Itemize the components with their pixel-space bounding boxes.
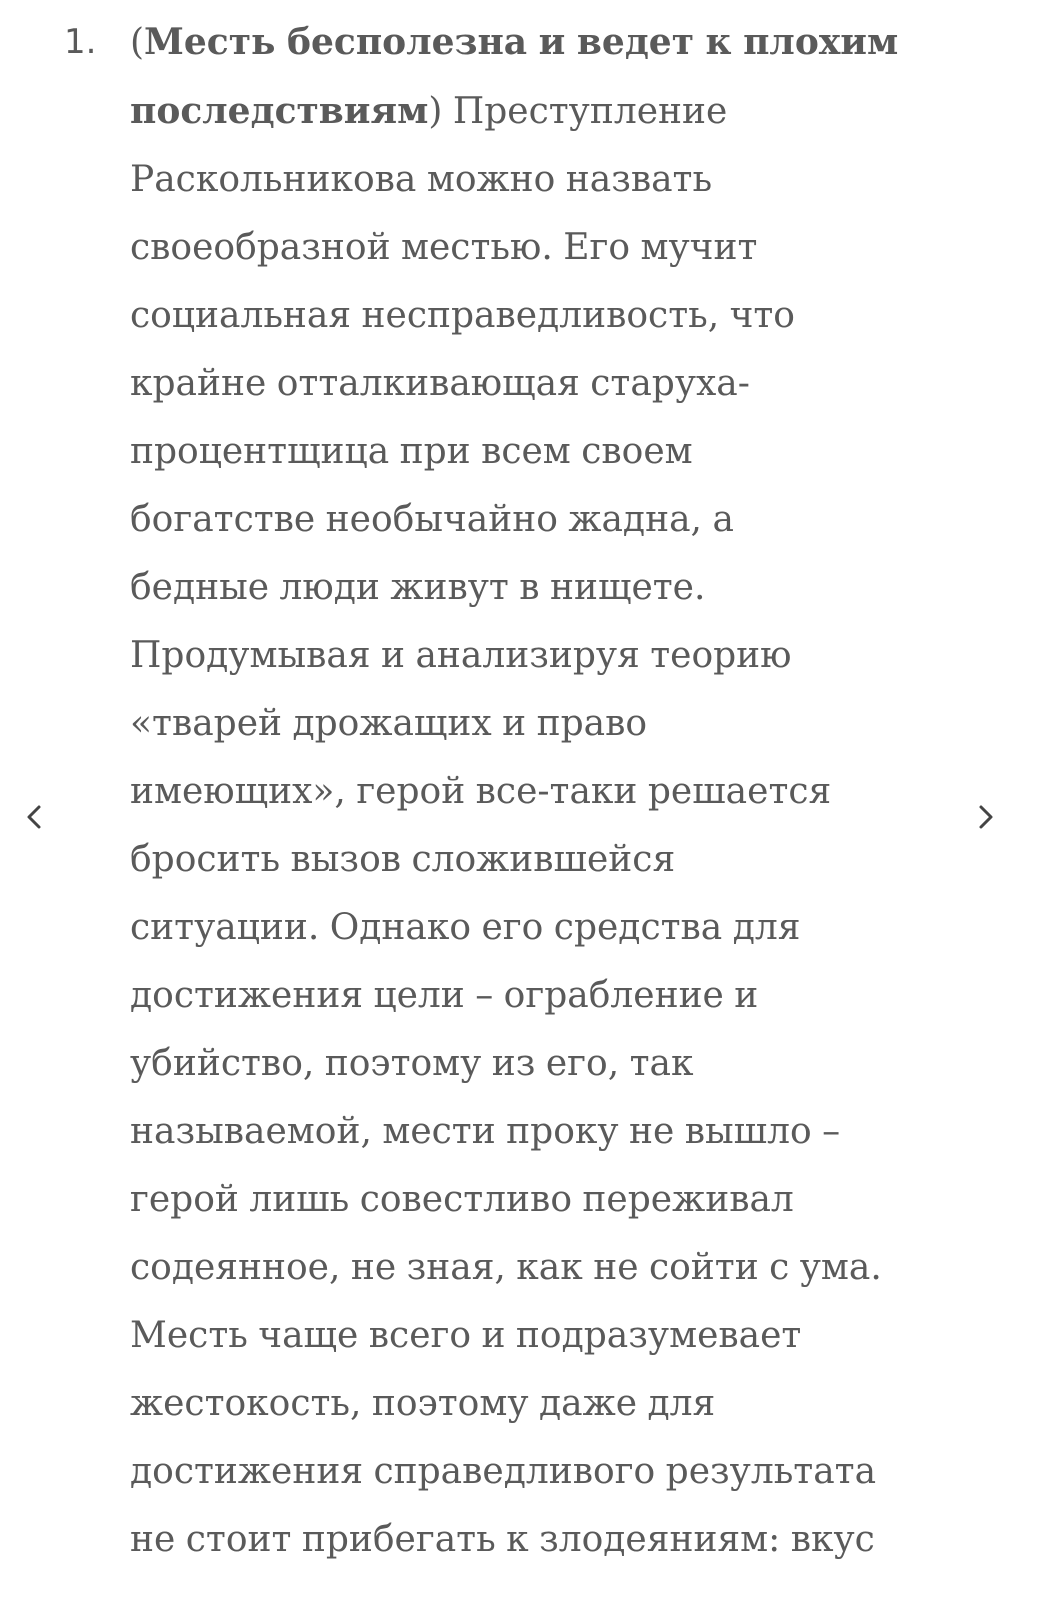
next-page-button[interactable]: [966, 795, 1006, 839]
text-line: «тварей дрожащих и право: [130, 703, 648, 744]
paren-open: (: [130, 22, 145, 63]
text-line: достижения справедливого результата: [130, 1451, 877, 1492]
text-line: убийство, поэтому из его, так: [130, 1043, 694, 1084]
text-line: [130, 8, 1000, 77]
list-item-number: 1.: [64, 22, 97, 62]
text-line: социальная несправедливость, что: [130, 295, 795, 336]
text-line: достижения цели – ограбление и: [130, 975, 759, 1016]
text-line: крайне отталкивающая старуха-: [130, 363, 750, 404]
text-line: бедные люди живут в нищете.: [130, 567, 706, 608]
text-line: Месть чаще всего и подразумевает: [130, 1315, 802, 1356]
text-line: Продумывая и анализируя теорию: [130, 635, 792, 676]
text-line: содеянное, не зная, как не сойти с ума.: [130, 1247, 882, 1288]
text-line: имеющих», герой все-таки решается: [130, 771, 832, 812]
text-line: процентщица при всем своем: [130, 431, 693, 472]
list-item-text: [130, 8, 1000, 1574]
text-line: называемой, мести проку не вышло –: [130, 1111, 841, 1152]
list-item: [64, 8, 1000, 1574]
chevron-right-icon: [976, 801, 996, 833]
text-line: герой лишь совестливо переживал: [130, 1179, 794, 1220]
text-line: [130, 77, 1000, 146]
item-heading-continued: последствиям: [130, 90, 429, 132]
chevron-left-icon: [24, 801, 44, 833]
text-line: своеобразной местью. Его мучит: [130, 227, 758, 268]
text-line: жестокость, поэтому даже для: [130, 1383, 716, 1424]
item-heading: Месть бесполезна и ведет к плохим: [144, 21, 899, 63]
numbered-list: [64, 8, 1000, 1574]
text-line: Раскольникова можно назвать: [130, 159, 713, 200]
text-line: не стоит прибегать к злодеяниям: вкус: [130, 1519, 875, 1560]
text-line: бросить вызов сложившейся: [130, 839, 676, 880]
prev-page-button[interactable]: [14, 795, 54, 839]
text-line-content: ) Преступление: [428, 91, 728, 132]
text-line: богатстве необычайно жадна, а: [130, 499, 734, 540]
text-line: ситуации. Однако его средства для: [130, 907, 801, 948]
